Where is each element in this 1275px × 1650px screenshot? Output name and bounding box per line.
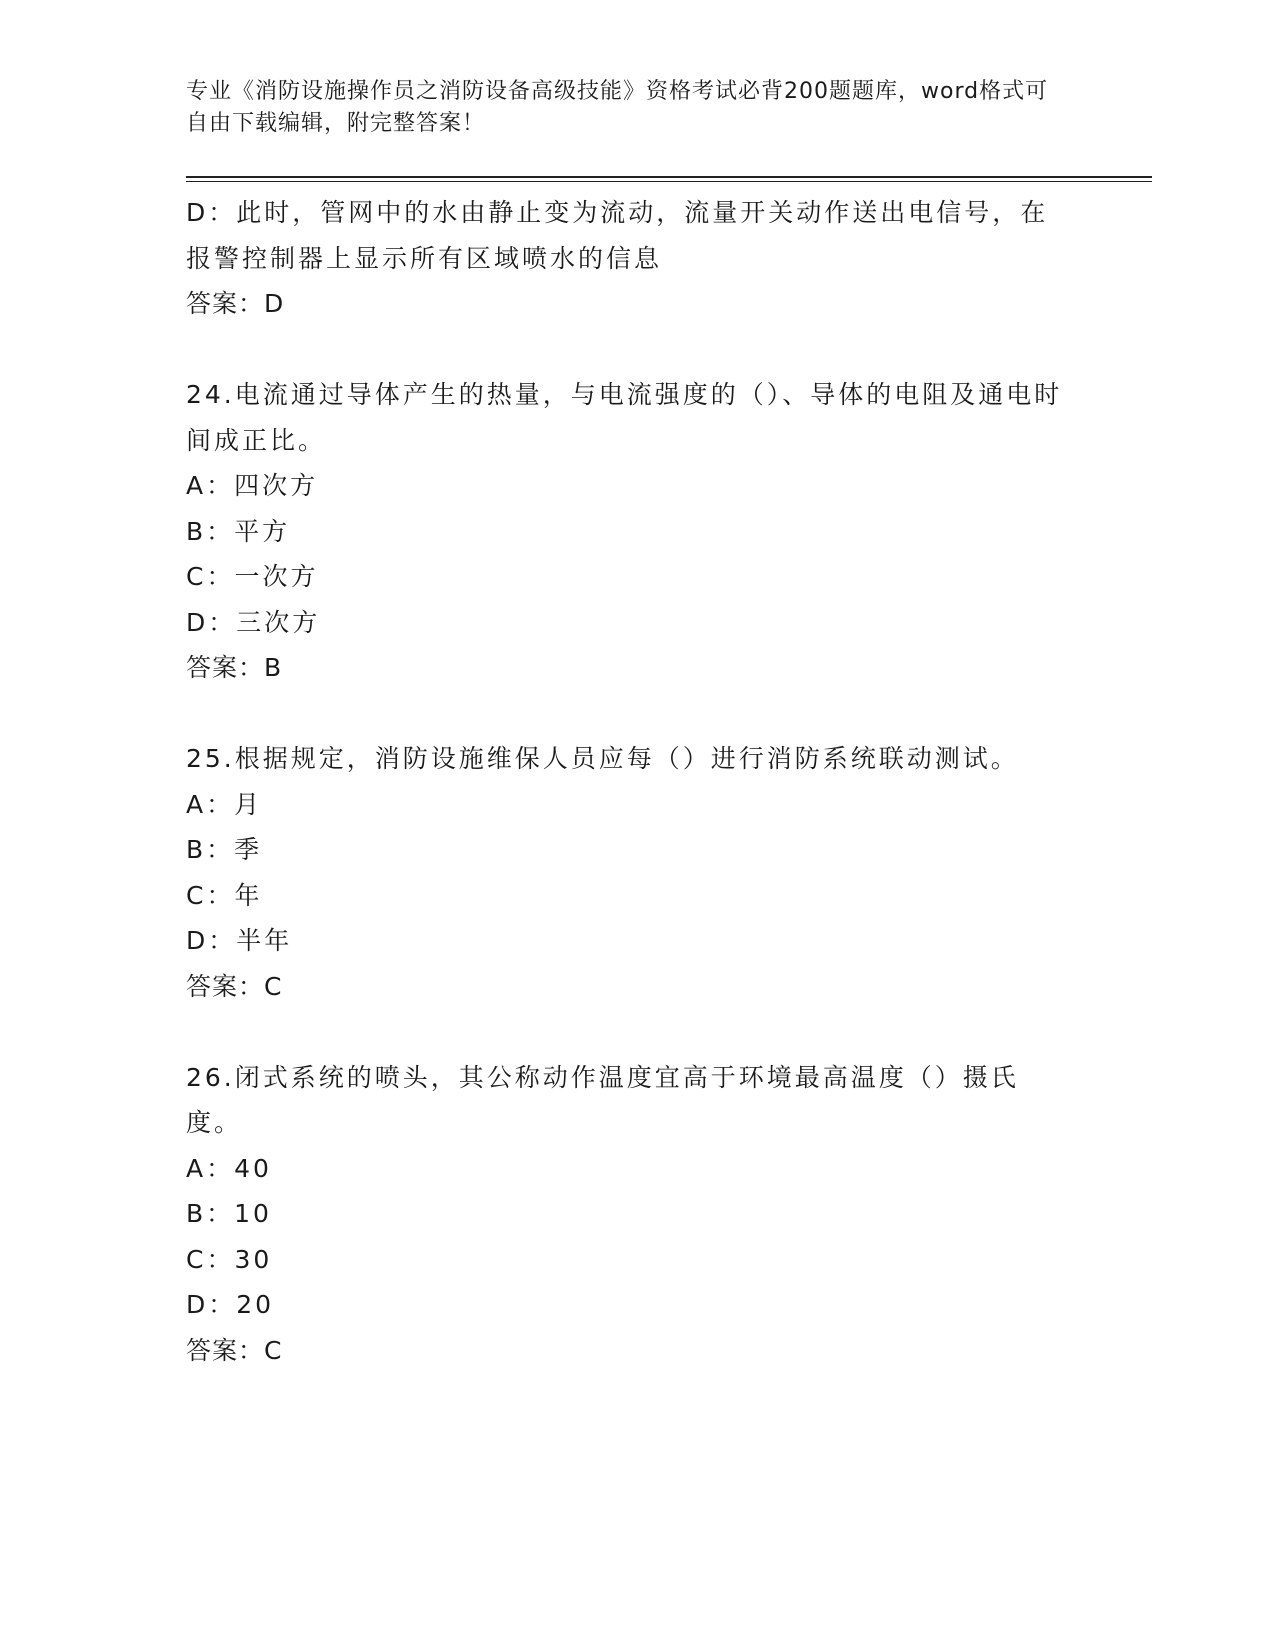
question-25-option-d: D：半年 bbox=[186, 926, 293, 955]
question-25-stem: 25.根据规定，消防设施维保人员应每（）进行消防系统联动测试。 bbox=[186, 744, 1019, 773]
question-24-option-b: B：平方 bbox=[186, 516, 291, 546]
question-26-option-c: C：30 bbox=[186, 1244, 273, 1274]
question-24-option-d: D：三次方 bbox=[186, 607, 321, 637]
header-divider-thin bbox=[186, 181, 1152, 182]
question-26-stem: 26.闭式系统的喷头，其公称动作温度宜高于环境最高温度（）摄氏度。 bbox=[186, 1062, 1019, 1137]
question-26-option-d: D：20 bbox=[186, 1290, 275, 1319]
question-25-option-c: C：年 bbox=[186, 880, 263, 910]
question-25-answer: 答案：C bbox=[186, 971, 283, 1001]
header-divider-thick bbox=[186, 176, 1152, 178]
question-26-option-b: B：10 bbox=[186, 1199, 272, 1228]
question-26-answer: 答案：C bbox=[186, 1335, 283, 1365]
document-header: 专业《消防设施操作员之消防设备高级技能》资格考试必背200题题库，word格式可自由下载编辑，附完整答案！ bbox=[186, 79, 1049, 136]
answer-prev: 答案：D bbox=[186, 289, 285, 318]
question-24-stem: 24.电流通过导体产生的热量，与电流强度的（）、导体的电阻及通电时间成正比。 bbox=[186, 380, 1063, 455]
question-24-option-a: A：四次方 bbox=[186, 471, 319, 500]
question-24-answer: 答案：B bbox=[186, 653, 283, 682]
question-25-option-b: B：季 bbox=[186, 835, 263, 864]
question-list bbox=[186, 190, 1066, 1373]
option-d-prev: D：此时，管网中的水由静止变为流动，流量开关动作送出电信号，在报警控制器上显示所有区域喷水的信息 bbox=[186, 198, 1049, 273]
question-25-option-a: A：月 bbox=[186, 789, 263, 819]
question-26-option-a: A：40 bbox=[186, 1153, 272, 1183]
question-24-option-c: C：一次方 bbox=[186, 562, 319, 591]
